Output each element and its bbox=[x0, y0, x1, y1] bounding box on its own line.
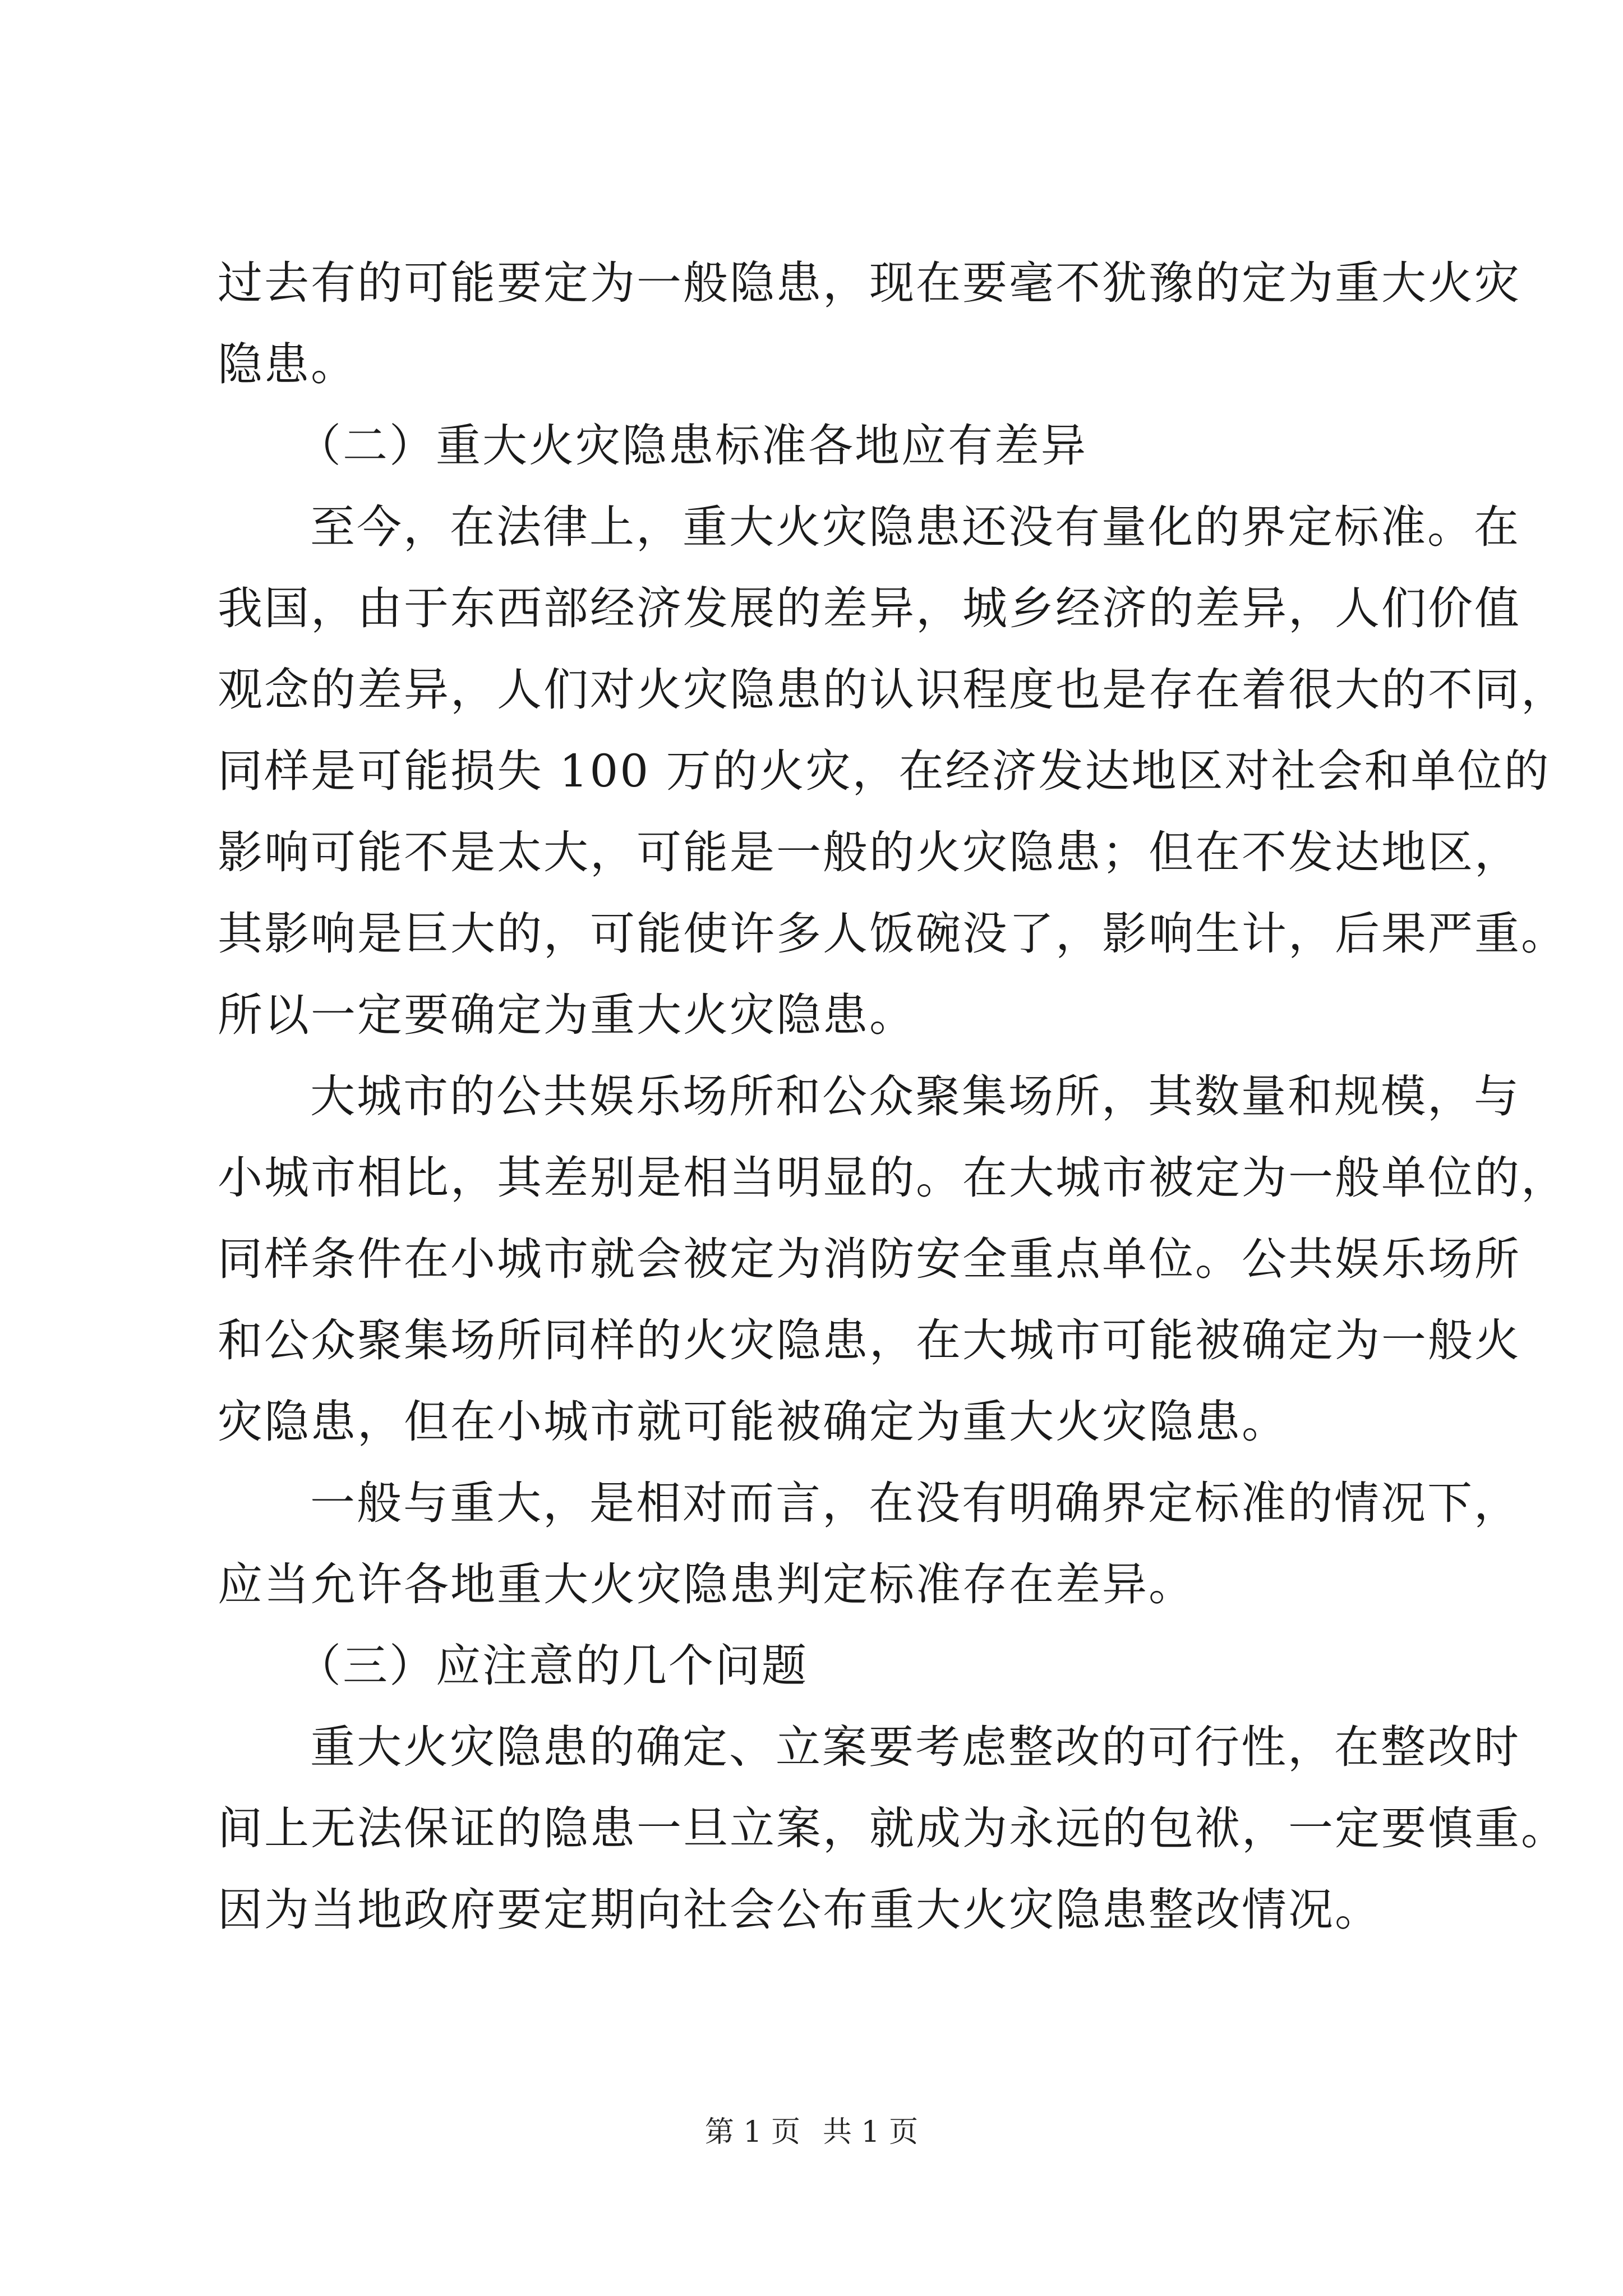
text-line: 过去有的可能要定为一般隐患，现在要毫不犹豫的定为重大火灾 bbox=[218, 257, 1521, 309]
text-line: 我国，由于东西部经济发展的差异，城乡经济的差异，人们价值 bbox=[218, 582, 1521, 634]
text-line: 至今，在法律上，重大火灾隐患还没有量化的界定标准。在 bbox=[310, 501, 1520, 553]
text-line: 重大火灾隐患的确定、立案要考虑整改的可行性，在整改时 bbox=[310, 1721, 1520, 1773]
body-text bbox=[218, 257, 1567, 1969]
page-number: 第 1 页 bbox=[704, 2115, 800, 2149]
text-line: 大城市的公共娱乐场所和公众聚集场所，其数量和规模，与 bbox=[310, 1070, 1520, 1122]
text-line: 观念的差异，人们对火灾隐患的认识程度也是存在着很大的不同， bbox=[218, 664, 1567, 716]
page-total: 共 1 页 bbox=[823, 2115, 919, 2149]
text-line: 影响可能不是太大，可能是一般的火灾隐患；但在不发达地区， bbox=[218, 826, 1521, 878]
text-line: 其影响是巨大的，可能使许多人饭碗没了，影响生计，后果严重。 bbox=[218, 908, 1567, 960]
text-line: 同样条件在小城市就会被定为消防安全重点单位。公共娱乐场所 bbox=[218, 1233, 1521, 1285]
text-line: 因为当地政府要定期向社会公布重大火灾隐患整改情况。 bbox=[218, 1884, 1381, 1936]
text-line: 应当允许各地重大火灾隐患判定标准存在差异。 bbox=[218, 1558, 1195, 1611]
text-line: 间上无法保证的隐患一旦立案，就成为永远的包袱，一定要慎重。 bbox=[218, 1802, 1567, 1855]
text-line: 一般与重大，是相对而言，在没有明确界定标准的情况下， bbox=[310, 1477, 1520, 1529]
text-line: （二）重大火灾隐患标准各地应有差异 bbox=[296, 420, 1087, 472]
page-footer bbox=[0, 2115, 1623, 2149]
text-line: 同样是可能损失 100 万的火灾，在经济发达地区对社会和单位的 bbox=[218, 745, 1551, 797]
text-line: （三）应注意的几个问题 bbox=[296, 1640, 808, 1692]
text-line: 所以一定要确定为重大火灾隐患。 bbox=[218, 989, 916, 1041]
text-line: 和公众聚集场所同样的火灾隐患，在大城市可能被确定为一般火 bbox=[218, 1314, 1521, 1366]
text-line: 小城市相比，其差别是相当明显的。在大城市被定为一般单位的， bbox=[218, 1152, 1567, 1204]
text-line: 隐患。 bbox=[218, 338, 357, 390]
text-line: 灾隐患，但在小城市就可能被确定为重大火灾隐患。 bbox=[218, 1396, 1288, 1448]
